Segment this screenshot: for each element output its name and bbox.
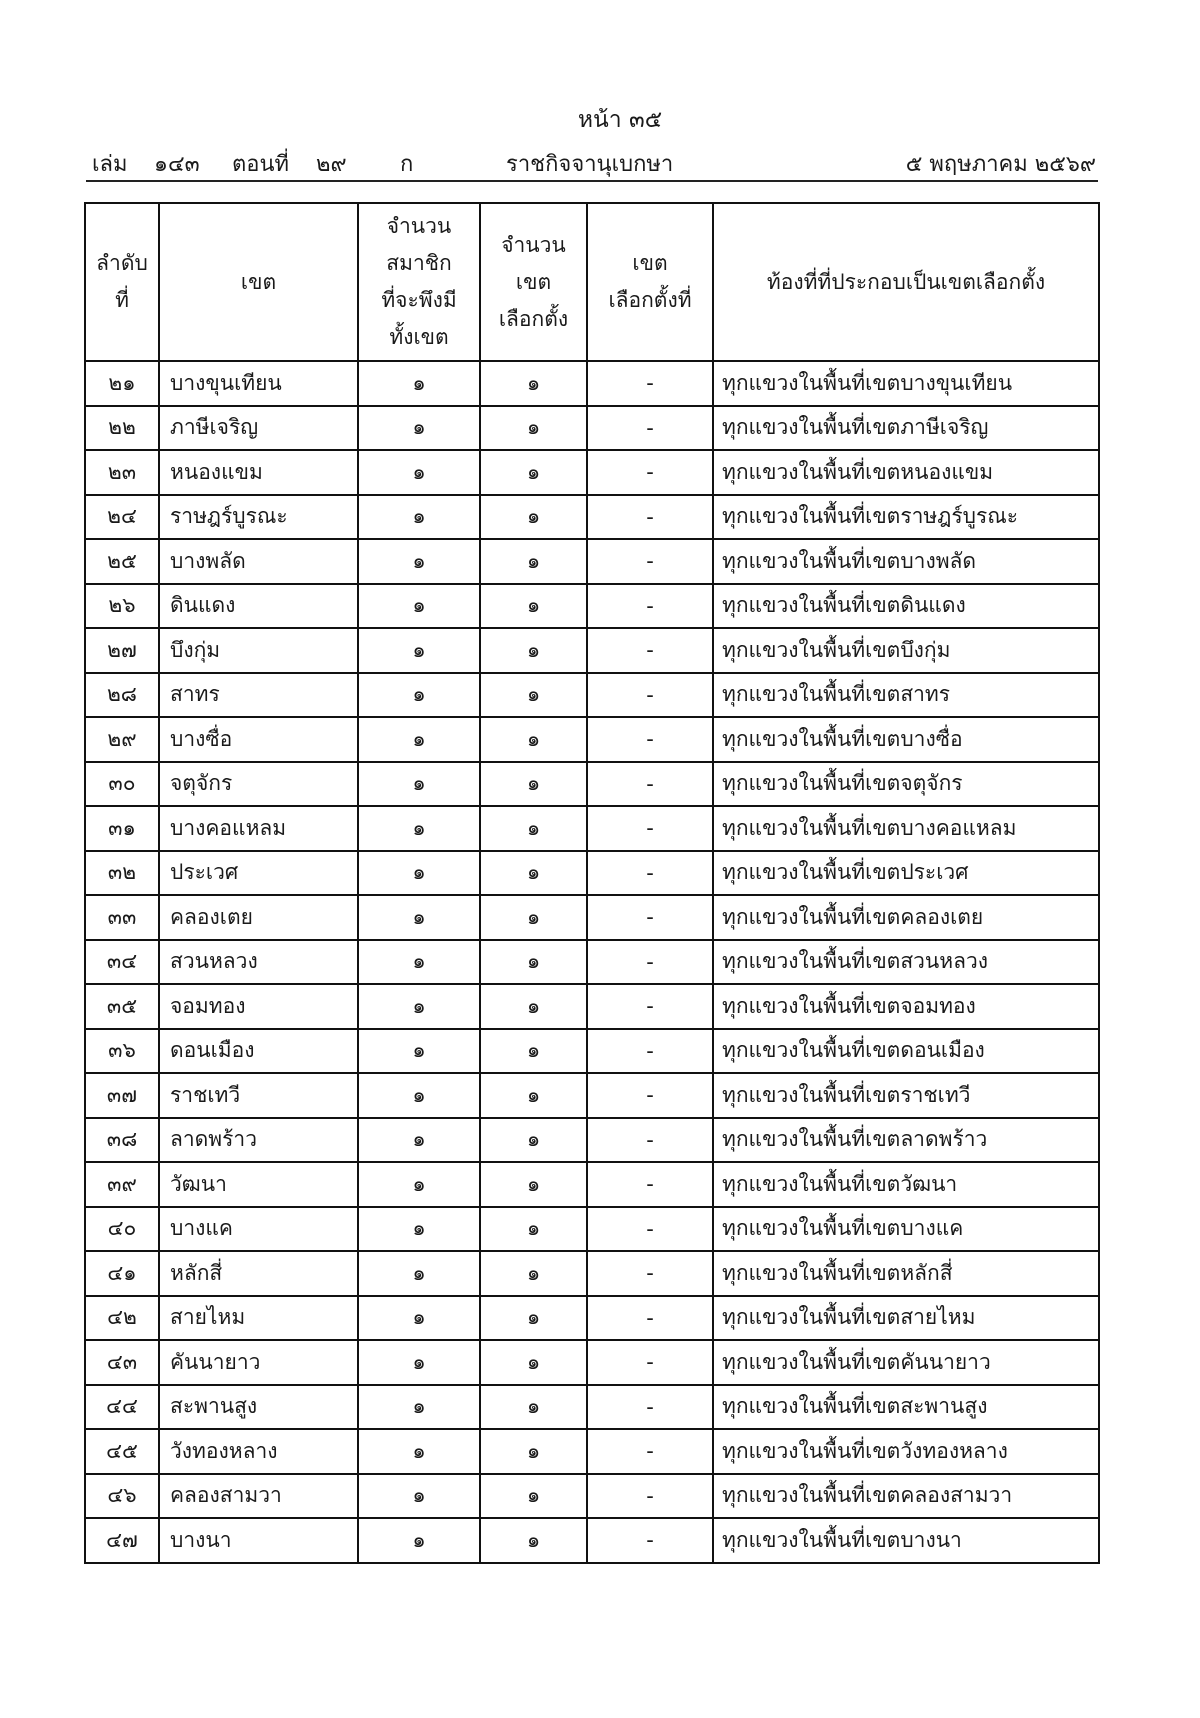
zone-count: ๑: [480, 361, 587, 406]
member-count: ๑: [358, 1429, 480, 1474]
zone-number: -: [587, 450, 713, 495]
area-description: ทุกแขวงในพื้นที่เขตจอมทอง: [713, 984, 1099, 1029]
district-name: บางซื่อ: [159, 717, 358, 762]
zone-count: ๑: [480, 539, 587, 584]
zone-number: -: [587, 1162, 713, 1207]
table-row: [85, 984, 1099, 1029]
zone-count: ๑: [480, 806, 587, 851]
table-row: [85, 762, 1099, 807]
area-description: ทุกแขวงในพื้นที่เขตสายไหม: [713, 1296, 1099, 1341]
part-label: ตอนที่: [232, 152, 290, 177]
area-description: ทุกแขวงในพื้นที่เขตดินแดง: [713, 584, 1099, 629]
area-description: ทุกแขวงในพื้นที่เขตบางซื่อ: [713, 717, 1099, 762]
zone-number: -: [587, 1518, 713, 1563]
district-table: [84, 202, 1100, 1564]
zone-number: -: [587, 1340, 713, 1385]
member-count: ๑: [358, 628, 480, 673]
member-count: ๑: [358, 1073, 480, 1118]
row-number: ๒๖: [85, 584, 159, 629]
table-row: [85, 940, 1099, 985]
district-name: ราชเทวี: [159, 1073, 358, 1118]
member-count: ๑: [358, 361, 480, 406]
zone-number: -: [587, 1207, 713, 1252]
member-count: ๑: [358, 806, 480, 851]
table-row: [85, 584, 1099, 629]
table-row: [85, 1073, 1099, 1118]
zone-count: ๑: [480, 1385, 587, 1430]
row-number: ๔๒: [85, 1296, 159, 1341]
district-name: บางขุนเทียน: [159, 361, 358, 406]
zone-count: ๑: [480, 1429, 587, 1474]
zone-number: -: [587, 806, 713, 851]
zone-number: -: [587, 940, 713, 985]
member-count: ๑: [358, 450, 480, 495]
district-name: จตุจักร: [159, 762, 358, 807]
zone-number: -: [587, 1118, 713, 1163]
district-name: ประเวศ: [159, 851, 358, 896]
area-description: ทุกแขวงในพื้นที่เขตบางขุนเทียน: [713, 361, 1099, 406]
district-name: ดินแดง: [159, 584, 358, 629]
zone-number: -: [587, 539, 713, 584]
area-description: ทุกแขวงในพื้นที่เขตคลองสามวา: [713, 1474, 1099, 1519]
area-description: ทุกแขวงในพื้นที่เขตวังทองหลาง: [713, 1429, 1099, 1474]
row-number: ๒๕: [85, 539, 159, 584]
table-row: [85, 806, 1099, 851]
table-row: [85, 717, 1099, 762]
header-zone-number: เขต เลือกตั้งที่: [587, 203, 713, 361]
zone-number: -: [587, 1296, 713, 1341]
area-description: ทุกแขวงในพื้นที่เขตบางแค: [713, 1207, 1099, 1252]
row-number: ๒๒: [85, 406, 159, 451]
zone-number: -: [587, 584, 713, 629]
district-name: ลาดพร้าว: [159, 1118, 358, 1163]
table-row: [85, 1296, 1099, 1341]
publication-date: ๕ พฤษภาคม ๒๕๖๙: [905, 152, 1096, 177]
row-number: ๓๓: [85, 895, 159, 940]
row-number: ๓๒: [85, 851, 159, 896]
table-row: [85, 1118, 1099, 1163]
row-number: ๒๑: [85, 361, 159, 406]
row-number: ๒๔: [85, 495, 159, 540]
member-count: ๑: [358, 895, 480, 940]
table-row: [85, 450, 1099, 495]
district-name: ดอนเมือง: [159, 1029, 358, 1074]
row-number: ๔๔: [85, 1385, 159, 1430]
area-description: ทุกแขวงในพื้นที่เขตสาทร: [713, 673, 1099, 718]
table-row: [85, 851, 1099, 896]
table-body: [85, 361, 1099, 1563]
district-name: คันนายาว: [159, 1340, 358, 1385]
row-number: ๓๔: [85, 940, 159, 985]
area-description: ทุกแขวงในพื้นที่เขตดอนเมือง: [713, 1029, 1099, 1074]
part-number: ๒๙: [316, 152, 347, 177]
member-count: ๑: [358, 984, 480, 1029]
member-count: ๑: [358, 940, 480, 985]
zone-count: ๑: [480, 1118, 587, 1163]
zone-number: -: [587, 1029, 713, 1074]
district-name: ภาษีเจริญ: [159, 406, 358, 451]
area-description: ทุกแขวงในพื้นที่เขตสวนหลวง: [713, 940, 1099, 985]
member-count: ๑: [358, 1385, 480, 1430]
table-row: [85, 895, 1099, 940]
zone-number: -: [587, 361, 713, 406]
district-name: สาทร: [159, 673, 358, 718]
row-number: ๓๗: [85, 1073, 159, 1118]
area-description: ทุกแขวงในพื้นที่เขตหลักสี่: [713, 1251, 1099, 1296]
header-district: เขต: [159, 203, 358, 361]
publication-name: ราชกิจจานุเบกษา: [506, 152, 674, 177]
table-row: [85, 628, 1099, 673]
zone-number: -: [587, 406, 713, 451]
member-count: ๑: [358, 673, 480, 718]
area-description: ทุกแขวงในพื้นที่เขตคลองเตย: [713, 895, 1099, 940]
zone-number: -: [587, 851, 713, 896]
member-count: ๑: [358, 1474, 480, 1519]
volume-label: เล่ม: [92, 152, 128, 177]
area-description: ทุกแขวงในพื้นที่เขตลาดพร้าว: [713, 1118, 1099, 1163]
member-count: ๑: [358, 495, 480, 540]
area-description: ทุกแขวงในพื้นที่เขตบางคอแหลม: [713, 806, 1099, 851]
district-name: คลองสามวา: [159, 1474, 358, 1519]
gazette-header: [92, 140, 1096, 180]
row-number: ๓๙: [85, 1162, 159, 1207]
table-row: [85, 406, 1099, 451]
zone-number: -: [587, 1073, 713, 1118]
zone-count: ๑: [480, 717, 587, 762]
row-number: ๓๖: [85, 1029, 159, 1074]
district-name: บึงกุ่ม: [159, 628, 358, 673]
page-number: หน้า ๓๕: [577, 107, 663, 133]
row-number: ๔๗: [85, 1518, 159, 1563]
district-name: สายไหม: [159, 1296, 358, 1341]
header-rule: [86, 180, 1098, 182]
table-row: [85, 1340, 1099, 1385]
district-name: บางพลัด: [159, 539, 358, 584]
zone-count: ๑: [480, 762, 587, 807]
zone-count: ๑: [480, 940, 587, 985]
zone-number: -: [587, 1385, 713, 1430]
table-row: [85, 539, 1099, 584]
zone-count: ๑: [480, 584, 587, 629]
table-row: [85, 673, 1099, 718]
member-count: ๑: [358, 584, 480, 629]
member-count: ๑: [358, 1029, 480, 1074]
header-order: ลำดับ ที่: [85, 203, 159, 361]
zone-count: ๑: [480, 1073, 587, 1118]
zone-count: ๑: [480, 1340, 587, 1385]
zone-number: -: [587, 628, 713, 673]
district-name: วัฒนา: [159, 1162, 358, 1207]
zone-count: ๑: [480, 1207, 587, 1252]
area-description: ทุกแขวงในพื้นที่เขตวัฒนา: [713, 1162, 1099, 1207]
area-description: ทุกแขวงในพื้นที่เขตภาษีเจริญ: [713, 406, 1099, 451]
zone-count: ๑: [480, 851, 587, 896]
zone-count: ๑: [480, 1029, 587, 1074]
zone-count: ๑: [480, 628, 587, 673]
row-number: ๓๘: [85, 1118, 159, 1163]
member-count: ๑: [358, 1340, 480, 1385]
zone-count: ๑: [480, 673, 587, 718]
zone-count: ๑: [480, 1518, 587, 1563]
row-number: ๔๓: [85, 1340, 159, 1385]
table-row: [85, 1029, 1099, 1074]
table-header-row: [85, 203, 1099, 361]
zone-count: ๑: [480, 1251, 587, 1296]
table-row: [85, 1162, 1099, 1207]
member-count: ๑: [358, 406, 480, 451]
member-count: ๑: [358, 539, 480, 584]
district-name: หลักสี่: [159, 1251, 358, 1296]
zone-count: ๑: [480, 984, 587, 1029]
zone-number: -: [587, 895, 713, 940]
area-description: ทุกแขวงในพื้นที่เขตหนองแขม: [713, 450, 1099, 495]
area-description: ทุกแขวงในพื้นที่เขตสะพานสูง: [713, 1385, 1099, 1430]
row-number: ๒๙: [85, 717, 159, 762]
member-count: ๑: [358, 1251, 480, 1296]
row-number: ๓๕: [85, 984, 159, 1029]
area-description: ทุกแขวงในพื้นที่เขตราษฎร์บูรณะ: [713, 495, 1099, 540]
district-name: ราษฎร์บูรณะ: [159, 495, 358, 540]
area-description: ทุกแขวงในพื้นที่เขตบางนา: [713, 1518, 1099, 1563]
header-members: จำนวน สมาชิก ที่จะพึงมี ทั้งเขต: [358, 203, 480, 361]
table-row: [85, 1385, 1099, 1430]
area-description: ทุกแขวงในพื้นที่เขตประเวศ: [713, 851, 1099, 896]
member-count: ๑: [358, 1296, 480, 1341]
district-name: บางนา: [159, 1518, 358, 1563]
member-count: ๑: [358, 717, 480, 762]
area-description: ทุกแขวงในพื้นที่เขตคันนายาว: [713, 1340, 1099, 1385]
zone-number: -: [587, 1474, 713, 1519]
header-zone-count: จำนวน เขต เลือกตั้ง: [480, 203, 587, 361]
member-count: ๑: [358, 1162, 480, 1207]
district-name: สวนหลวง: [159, 940, 358, 985]
district-name: วังทองหลาง: [159, 1429, 358, 1474]
district-name: หนองแขม: [159, 450, 358, 495]
area-description: ทุกแขวงในพื้นที่เขตจตุจักร: [713, 762, 1099, 807]
zone-count: ๑: [480, 1162, 587, 1207]
zone-count: ๑: [480, 1474, 587, 1519]
table-row: [85, 1251, 1099, 1296]
row-number: ๒๘: [85, 673, 159, 718]
table-row: [85, 1518, 1099, 1563]
member-count: ๑: [358, 851, 480, 896]
table-row: [85, 361, 1099, 406]
header-area: ท้องที่ที่ประกอบเป็นเขตเลือกตั้ง: [713, 203, 1099, 361]
area-description: ทุกแขวงในพื้นที่เขตราชเทวี: [713, 1073, 1099, 1118]
table-row: [85, 495, 1099, 540]
table-row: [85, 1429, 1099, 1474]
district-name: จอมทอง: [159, 984, 358, 1029]
member-count: ๑: [358, 762, 480, 807]
zone-count: ๑: [480, 406, 587, 451]
zone-count: ๑: [480, 495, 587, 540]
zone-number: -: [587, 984, 713, 1029]
row-number: ๒๓: [85, 450, 159, 495]
volume-number: ๑๔๓: [154, 152, 200, 177]
zone-number: -: [587, 1429, 713, 1474]
row-number: ๔๑: [85, 1251, 159, 1296]
zone-count: ๑: [480, 450, 587, 495]
member-count: ๑: [358, 1207, 480, 1252]
table-row: [85, 1474, 1099, 1519]
district-name: บางแค: [159, 1207, 358, 1252]
row-number: ๓๑: [85, 806, 159, 851]
zone-number: -: [587, 495, 713, 540]
area-description: ทุกแขวงในพื้นที่เขตบางพลัด: [713, 539, 1099, 584]
row-number: ๒๗: [85, 628, 159, 673]
zone-number: -: [587, 762, 713, 807]
zone-number: -: [587, 1251, 713, 1296]
member-count: ๑: [358, 1518, 480, 1563]
row-number: ๓๐: [85, 762, 159, 807]
row-number: ๔๐: [85, 1207, 159, 1252]
zone-number: -: [587, 717, 713, 762]
district-name: บางคอแหลม: [159, 806, 358, 851]
section-letter: ก: [400, 152, 414, 177]
member-count: ๑: [358, 1118, 480, 1163]
zone-count: ๑: [480, 895, 587, 940]
district-name: คลองเตย: [159, 895, 358, 940]
row-number: ๔๖: [85, 1474, 159, 1519]
zone-count: ๑: [480, 1296, 587, 1341]
district-name: สะพานสูง: [159, 1385, 358, 1430]
area-description: ทุกแขวงในพื้นที่เขตบึงกุ่ม: [713, 628, 1099, 673]
zone-number: -: [587, 673, 713, 718]
table-row: [85, 1207, 1099, 1252]
row-number: ๔๕: [85, 1429, 159, 1474]
